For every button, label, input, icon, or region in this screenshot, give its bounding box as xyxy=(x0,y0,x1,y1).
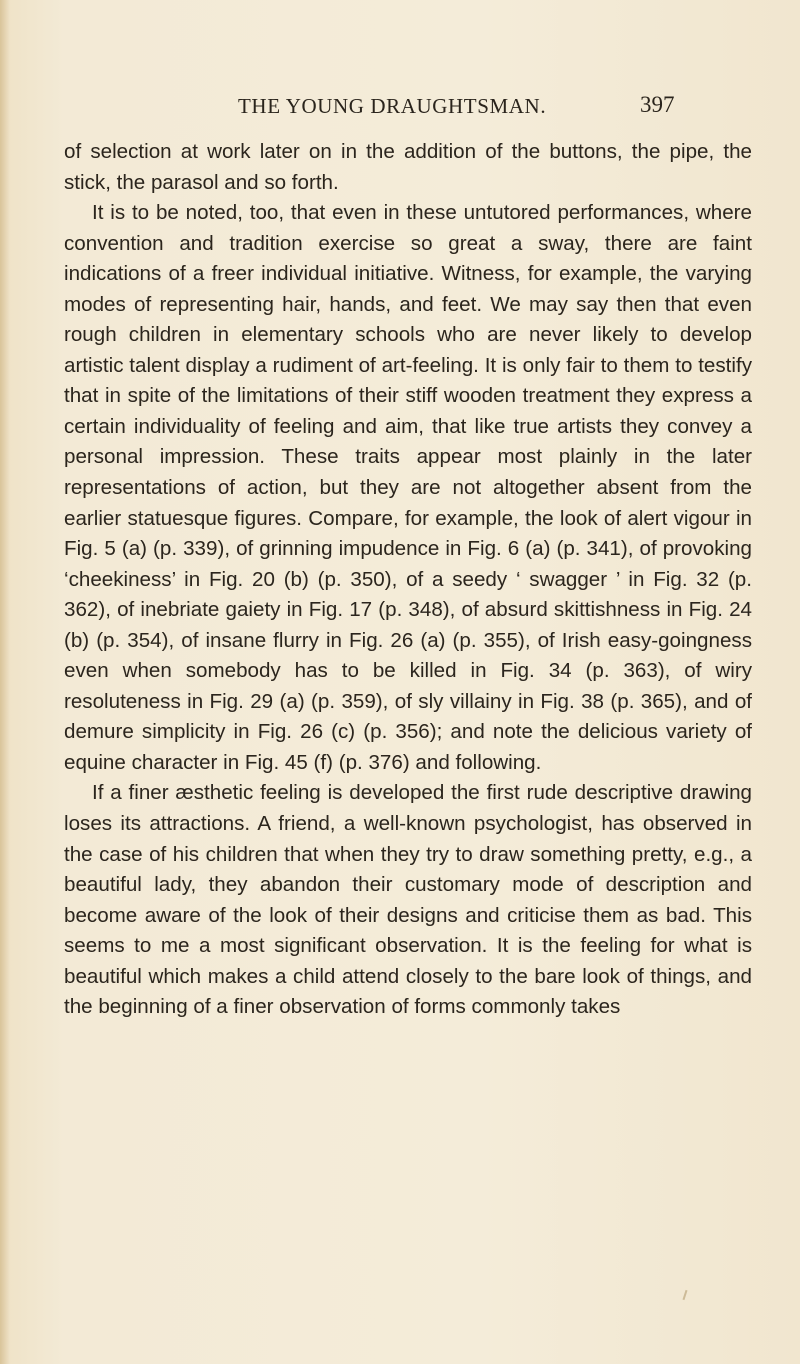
paragraph-individual-initiative: It is to be noted, too, that even in these untutored performances, where convention and tradition exercise so great a sway, there are faint indications of a freer individual initiative. Witness, for example, the varying modes of representing hair, hands, and feet. We may say then that even rough children in elementary schools who are never likely to develop artistic talent display a rudiment of art-feeling. It is only fair to them to testify that in spite of the limitations of their stiff wooden treatment they express a certain individuality of feeling and aim, that like true artists they convey a personal impression. These traits appear most plainly in the later representations of action, but they are not altogether absent from the earlier statuesque figures. Compare, for example, the look of alert vigour in Fig. 5 (a) (p. 339), of grinning impudence in Fig. 6 (a) (p. 341), of provoking ‘cheekiness’ in Fig. 20 (b) (p. 350), of a seedy ‘ swagger ’ in Fig. 32 (p. 362), of inebriate gaiety in Fig. 17 (p. 348), of absurd skittishness in Fig. 24 (b) (p. 354), of insane flurry in Fig. 26 (a) (p. 355), of Irish easy-goingness even when somebody has to be killed in Fig. 34 (p. 363), of wiry resoluteness in Fig. 29 (a) (p. 359), of sly villainy in Fig. 38 (p. 365), and of demure simplicity in Fig. 26 (c) (p. 356); and note the delicious variety of equine character in Fig. 45 (f) (p. 376) and following. xyxy=(64,201,752,774)
paragraph-aesthetic-feeling: If a finer æsthetic feeling is developed the first rude descriptive drawing loses its attractions. A friend, a well-known psychologist, has observed in the case of his children that when they try to draw something pretty, e.g., a beautiful lady, they abandon their customary mode of description and become aware of the look of their designs and criticise them as bad. This seems to me a most significant observation. It is the feeling for what is beautiful which makes a child attend closely to the bare look of things, and the beginning of a finer observation of forms commonly takes xyxy=(64,781,752,1019)
paragraph-continuation: of selection at work later on in the addition of the buttons, the pipe, the stick, the parasol and so forth. xyxy=(64,140,752,194)
body-text xyxy=(64,137,752,1023)
running-header xyxy=(0,94,800,124)
page-number: 397 xyxy=(640,92,675,117)
page-edge-shadow xyxy=(0,0,10,1364)
running-title: THE YOUNG DRAUGHTSMAN. xyxy=(238,94,547,118)
paper-speck xyxy=(683,1290,688,1300)
